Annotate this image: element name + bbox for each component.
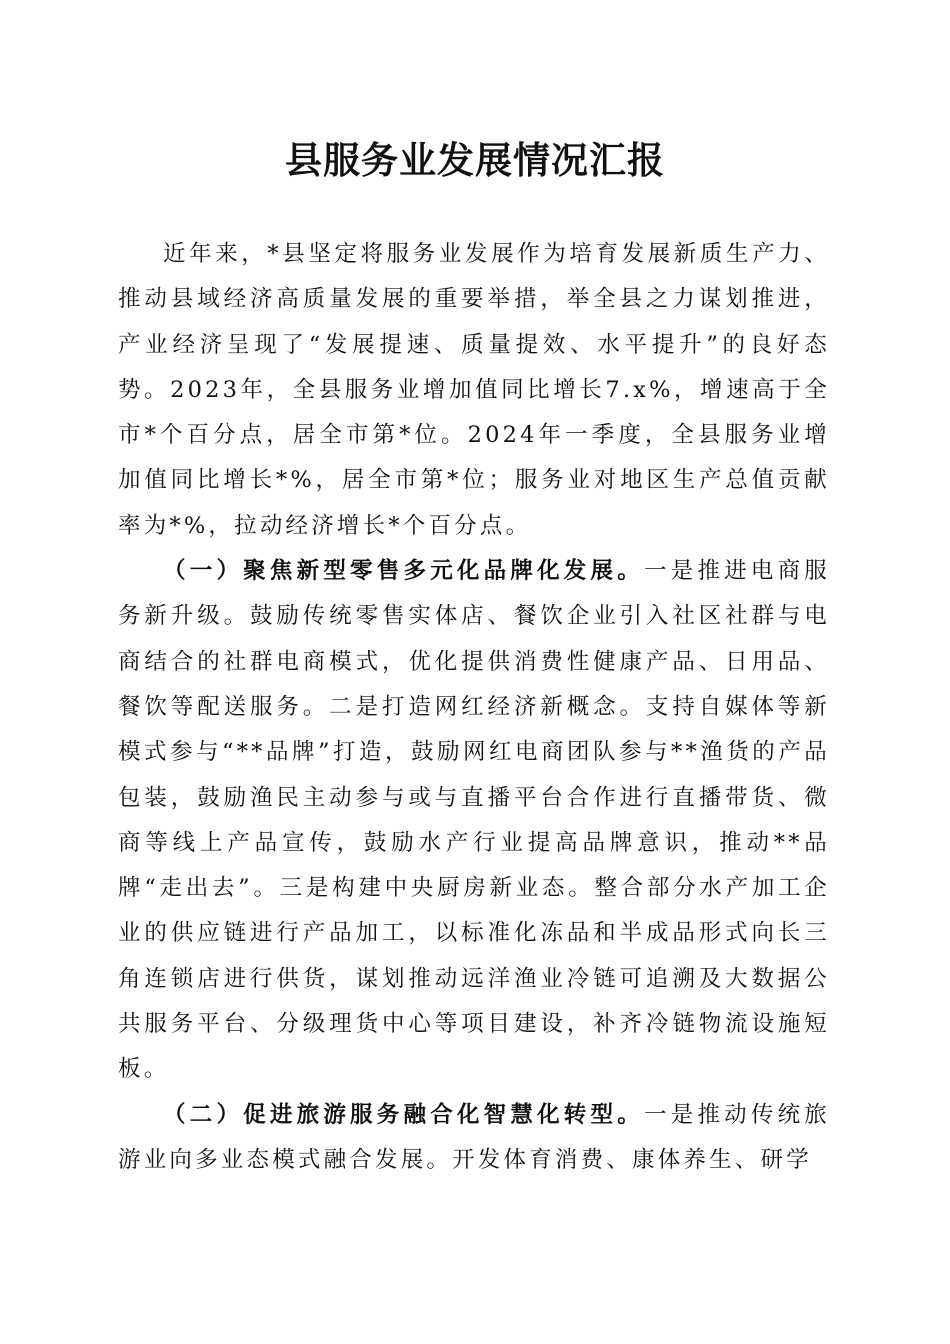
- section-2-heading: （二）促进旅游服务融合化智慧化转型。: [163, 1101, 644, 1128]
- document-title: 县服务业发展情况汇报: [285, 138, 665, 182]
- section-2-text: 一是推动传统旅游业向多业态模式融合发展。开发体育消费、康体养生、研学: [118, 1101, 830, 1173]
- section-1-text: 一是推进电商服务新升级。鼓励传统零售实体店、餐饮企业引入社区社群与电商结合的社群电商模式，优化提供消费性健康产品、日用品、餐饮等配送服务。二是打造网红经济新概念。支持自媒体等新模式参与“**品牌”打造，鼓励网红电商团队参与**渔货的产品包装，鼓励渔民主动参与或与直播平台合作进行直播带货、微商等线上产品宣传，鼓励水产行业提高品牌意识，推动**品牌“走出去”。三是构建中央厨房新业态。整合部分水产加工企业的供应链进行产品加工，以标准化冻品和半成品形式向长三角连锁店进行供货，谋划推动远洋渔业冷链可追溯及大数据公共服务平台、分级理货中心等项目建设，补齐冷链物流设施短板。: [118, 558, 830, 1083]
- section-1-paragraph: [118, 549, 830, 1093]
- section-1-heading: （一）聚焦新型零售多元化品牌化发展。: [163, 558, 644, 585]
- paragraph-text: 近年来，*县坚定将服务业发展作为培育发展新质生产力、推动县域经济高质量发展的重要举措，举全县之力谋划推进，产业经济呈现了“发展提速、质量提效、水平提升”的良好态势。2023年，全县服务业增加值同比增长7.x%，增速高于全市*个百分点，居全市第*位。2024年一季度，全县服务业增加值同比增长*%，居全市第*位；服务业对地区生产总值贡献率为*%，拉动经济增长*个百分点。: [118, 241, 830, 539]
- section-2-paragraph: [118, 1093, 830, 1184]
- intro-paragraph: [118, 232, 830, 549]
- document-body: [118, 232, 830, 1183]
